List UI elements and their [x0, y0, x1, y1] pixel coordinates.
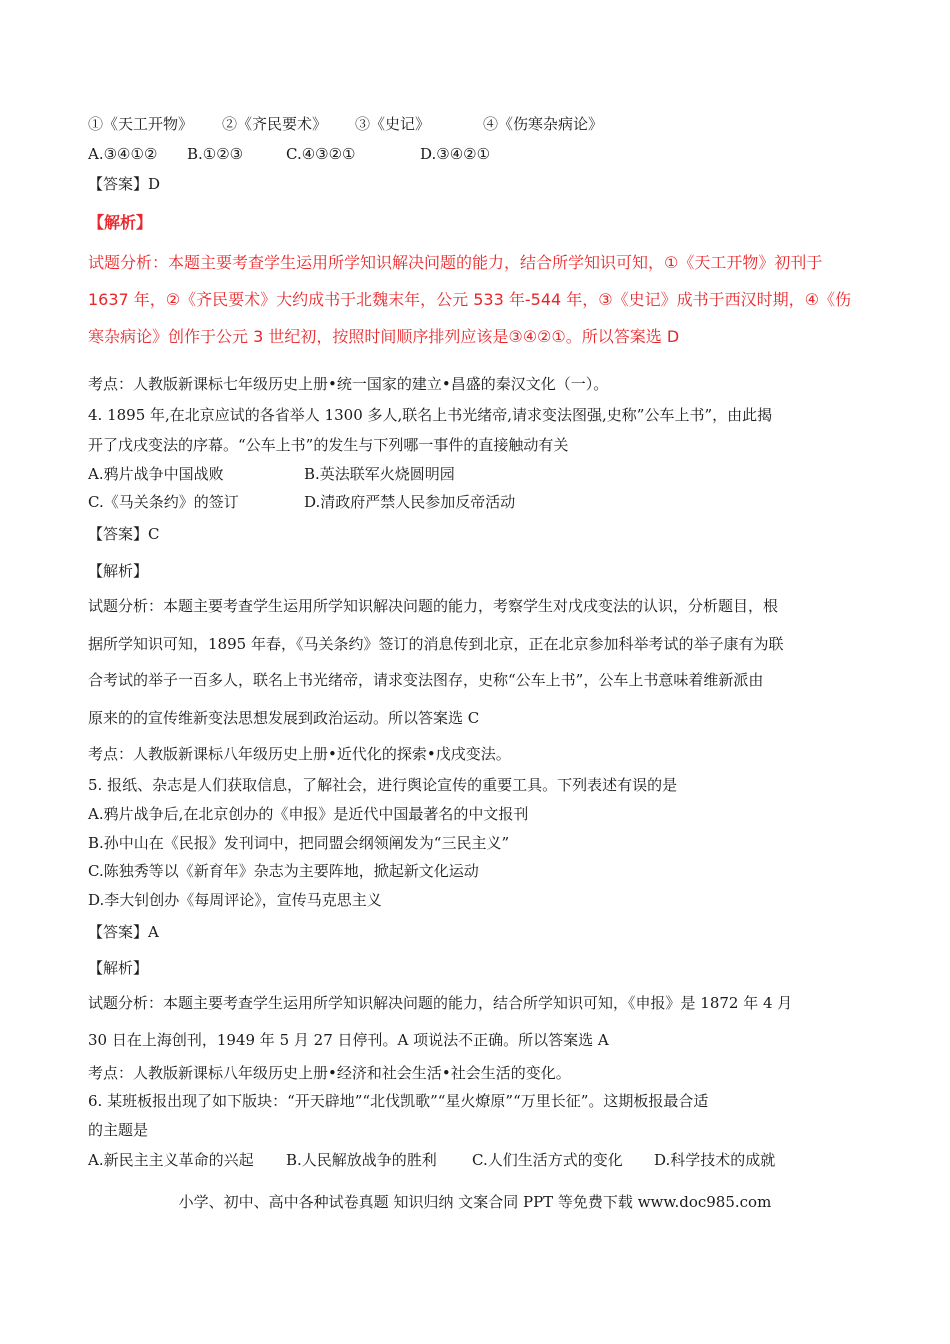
- q4-choice-c: C.《马关条约》的签订: [88, 493, 239, 511]
- q4-analysis-line-1: 试题分析：本题主要考查学生运用所学知识解决问题的能力，考察学生对戊戌变法的认识，分析题目，根: [88, 597, 779, 615]
- q5-analysis-line-1: 试题分析：本题主要考查学生运用所学知识解决问题的能力，结合所学知识可知，《申报》是 1872 年 4 月: [88, 994, 793, 1012]
- q4-choice-d: D.清政府严禁人民参加反帝活动: [304, 493, 516, 511]
- q3-choice-d: D.③④②①: [420, 145, 491, 163]
- q6-choice-c: C.人们生活方式的变化: [472, 1151, 623, 1169]
- q5-stem: 5. 报纸、杂志是人们获取信息，了解社会，进行舆论宣传的重要工具。下列表述有误的是: [88, 776, 678, 794]
- q4-kaodian: 考点：人教版新课标八年级历史上册•近代化的探索•戊戌变法。: [88, 745, 511, 763]
- q3-analysis-label: 【解析】: [88, 213, 153, 232]
- q3-option-2: ②《齐民要术》: [222, 115, 328, 133]
- page-footer: 小学、初中、高中各种试卷真题 知识归纳 文案合同 PPT 等免费下载 www.doc985.com: [178, 1193, 772, 1211]
- q5-choice-c: C.陈独秀等以《新育年》杂志为主要阵地，掀起新文化运动: [88, 862, 479, 880]
- q4-analysis-line-4: 原来的的宣传维新变法思想发展到政治运动。所以答案选 C: [88, 709, 480, 727]
- q3-choices: [88, 144, 490, 164]
- q6-stem-line-1: 6. 某班板报出现了如下版块：“开天辟地”“北伐凯歌”“星火燎原”“万里长征”。这期板报最合适: [88, 1092, 709, 1110]
- q3-analysis-line-3: 寒杂病论》创作于公元 3 世纪初，按照时间顺序排列应该是③④②①。所以答案选 D: [88, 327, 680, 346]
- q5-analysis-line-2: 30 日在上海创刊，1949 年 5 月 27 日停刊。A 项说法不正确。所以答案选 A: [88, 1031, 609, 1049]
- q4-analysis-label: 【解析】: [88, 562, 149, 580]
- q4-choices-row-2: [88, 492, 515, 512]
- q5-choice-d: D.李大钊创办《每周评论》，宣传马克思主义: [88, 891, 382, 909]
- q3-option-4: ④《伤寒杂病论》: [483, 115, 604, 133]
- q6-choice-d: D.科学技术的成就: [654, 1151, 776, 1169]
- q4-stem-line-2: 开了戊戌变法的序幕。“公车上书”的发生与下列哪一事件的直接触动有关: [88, 436, 569, 454]
- q5-choice-a: A.鸦片战争后,在北京创办的《申报》是近代中国最著名的中文报刊: [88, 805, 529, 823]
- q4-stem-line-1: 4. 1895 年,在北京应试的各省举人 1300 多人,联名上书光绪帝,请求变法图强,史称”公车上书”，由此揭: [88, 406, 773, 424]
- q4-choice-a: A.鸦片战争中国战败: [88, 465, 224, 483]
- q3-answer: 【答案】D: [88, 175, 161, 193]
- q6-stem-line-2: 的主题是: [88, 1121, 149, 1139]
- q5-choice-b: B.孙中山在《民报》发刊词中，把同盟会纲领阐发为“三民主义”: [88, 834, 510, 852]
- q4-answer: 【答案】C: [88, 525, 160, 543]
- q3-option-1: ①《天工开物》: [88, 115, 194, 133]
- q6-choice-b: B.人民解放战争的胜利: [286, 1151, 437, 1169]
- q5-answer: 【答案】A: [88, 923, 159, 941]
- q4-choice-b: B.英法联军火烧圆明园: [304, 465, 455, 483]
- q4-analysis-line-3: 合考试的举子一百多人，联名上书光绪帝，请求变法图存，史称“公车上书”，公车上书意味着维新派由: [88, 671, 764, 689]
- q3-option-3: ③《史记》: [355, 115, 431, 133]
- q4-choices-row-1: [88, 464, 455, 484]
- q6-choices: [88, 1150, 775, 1170]
- q3-analysis-line-1: 试题分析：本题主要考查学生运用所学知识解决问题的能力，结合所学知识可知，①《天工开物》初刊于: [88, 253, 823, 272]
- q6-choice-a: A.新民主主义革命的兴起: [88, 1151, 254, 1169]
- q3-choice-b: B.①②③: [187, 145, 244, 163]
- q3-options-line: [88, 114, 603, 134]
- q5-analysis-label: 【解析】: [88, 959, 149, 977]
- q4-analysis-line-2: 据所学知识可知，1895 年春，《马关条约》签订的消息传到北京，正在北京参加科举考试的举子康有为联: [88, 635, 784, 653]
- q5-kaodian: 考点：人教版新课标八年级历史上册•经济和社会生活•社会生活的变化。: [88, 1064, 571, 1082]
- q3-choice-a: A.③④①②: [88, 145, 158, 163]
- q3-choice-c: C.④③②①: [286, 145, 356, 163]
- q3-kaodian: 考点：人教版新课标七年级历史上册•统一国家的建立•昌盛的秦汉文化（一）。: [88, 375, 609, 393]
- q3-analysis-line-2: 1637 年，②《齐民要术》大约成书于北魏末年，公元 533 年-544 年，③《史记》成书于西汉时期，④《伤: [88, 290, 851, 309]
